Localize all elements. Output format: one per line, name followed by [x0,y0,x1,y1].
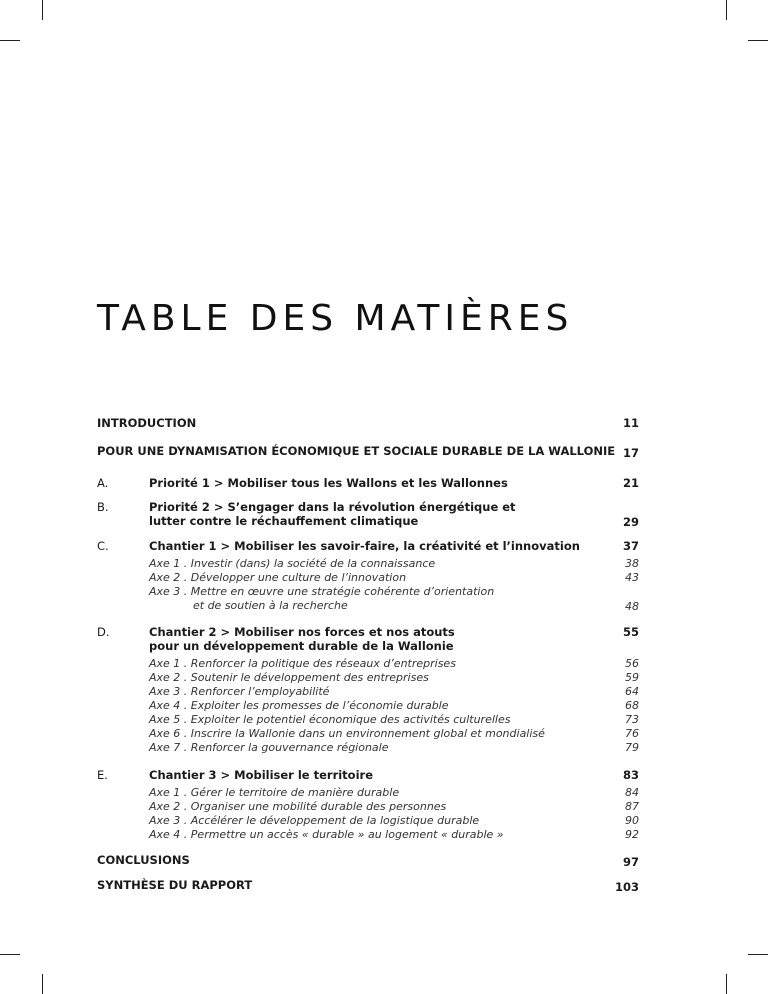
subsection-page: 73 [625,713,639,726]
subsection-page: 59 [625,671,639,684]
subsection: Axe 3 . Accélérer le développement de la logistique durable [149,814,480,827]
toc-page: 37 [622,539,639,553]
section-heading: Priorité 2 > S’engager dans la révolution énergétique et [149,500,516,514]
subsection-page: 48 [625,600,639,613]
subsection-page: 38 [625,557,639,570]
subsection: Axe 1 . Renforcer la politique des réseaux d’entreprises [149,657,456,670]
toc-page: 21 [622,476,639,490]
subsection-page: 43 [625,571,639,584]
subsection-page: 68 [625,699,639,712]
crop-mark [0,40,20,41]
subsection-page: 87 [625,800,639,813]
subsection: Axe 4 . Exploiter les promesses de l’économie durable [149,699,449,712]
toc-page: 97 [622,855,639,869]
section-letter: B. [97,500,109,514]
subsection: Axe 2 . Développer une culture de l’innovation [149,571,407,584]
section-heading: Priorité 1 > Mobiliser tous les Wallons et les Wallonnes [149,476,508,490]
subsection-page: 84 [625,786,639,799]
crop-mark [726,0,727,20]
subsection: Axe 4 . Permettre un accès « durable » au logement « durable » [149,828,504,841]
toc-page: 103 [614,880,639,894]
toc-entry-conclusions: CONCLUSIONS [97,853,190,867]
subsection: Axe 2 . Soutenir le développement des entreprises [149,671,429,684]
toc-page: 29 [622,515,639,529]
subsection-page: 79 [625,741,639,754]
section-heading: Chantier 1 > Mobiliser les savoir-faire, la créativité et l’innovation [149,539,580,553]
section-letter: A. [97,476,109,490]
crop-mark [0,954,20,955]
toc-entry-introduction: INTRODUCTION [97,416,197,430]
section-letter: D. [97,625,110,639]
crop-mark [42,974,43,994]
toc-entry-synthese: SYNTHÈSE DU RAPPORT [97,878,253,892]
toc-page: 11 [622,416,639,430]
subsection: Axe 5 . Exploiter le potentiel économique des activités culturelles [149,713,511,726]
subsection-page: 92 [625,828,639,841]
section-heading: pour un développement durable de la Wallonie [149,639,454,653]
subsection: Axe 7 . Renforcer la gouvernance régionale [149,741,389,754]
toc-page: 83 [622,768,639,782]
subsection: Axe 6 . Inscrire la Wallonie dans un environnement global et mondialisé [149,727,545,740]
crop-mark [42,0,43,20]
toc-entry-dynamisation: POUR UNE DYNAMISATION ÉCONOMIQUE ET SOCIALE DURABLE DE LA WALLONIE [97,444,616,458]
subsection-page: 56 [625,657,639,670]
subsection: Axe 2 . Organiser une mobilité durable des personnes [149,800,447,813]
section-letter: C. [97,539,109,553]
subsection: Axe 1 . Gérer le territoire de manière durable [149,786,400,799]
section-letter: E. [97,768,108,782]
crop-mark [748,40,768,41]
crop-mark [748,954,768,955]
toc-page: 17 [622,446,639,460]
page-title: TABLE DES MATIÈRES [97,298,574,339]
section-heading: lutter contre le réchauffement climatique [149,514,419,528]
toc-page: 55 [622,625,639,639]
subsection: et de soutien à la recherche [193,599,348,612]
subsection-page: 76 [625,727,639,740]
subsection: Axe 3 . Renforcer l’employabilité [149,685,330,698]
crop-mark [726,974,727,994]
subsection: Axe 3 . Mettre en œuvre une stratégie cohérente d’orientation [149,585,495,598]
subsection-page: 64 [625,685,639,698]
subsection: Axe 1 . Investir (dans) la société de la connaissance [149,557,436,570]
subsection-page: 90 [625,814,639,827]
section-heading: Chantier 3 > Mobiliser le territoire [149,768,373,782]
section-heading: Chantier 2 > Mobiliser nos forces et nos atouts [149,625,455,639]
